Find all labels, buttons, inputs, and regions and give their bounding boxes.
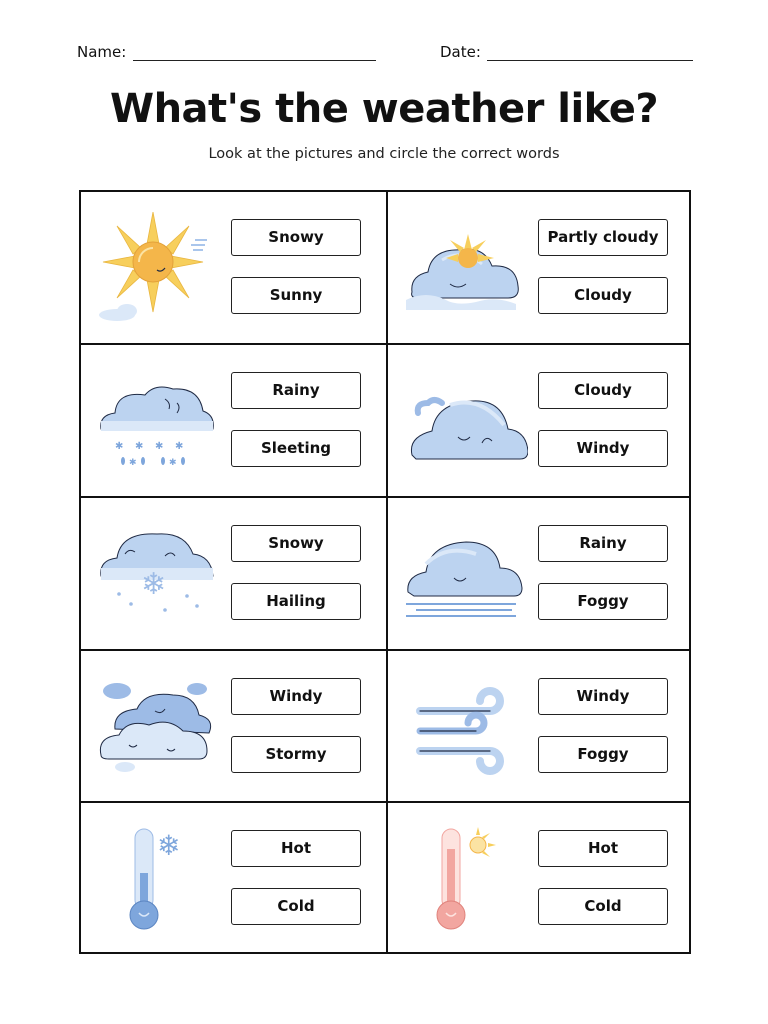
option-partly-cloudy[interactable]: Partly cloudy: [538, 219, 668, 256]
svg-text:✱: ✱: [169, 458, 177, 468]
cell-cloudy: [388, 345, 693, 497]
storm-clouds-icon: [95, 671, 221, 781]
name-field-line[interactable]: [133, 60, 376, 61]
svg-text:✱: ✱: [155, 441, 164, 452]
svg-text:✱: ✱: [115, 441, 124, 452]
option-rainy[interactable]: Rainy: [538, 525, 668, 562]
option-sleeting[interactable]: Sleeting: [231, 430, 361, 467]
svg-text:❄: ❄: [157, 829, 181, 862]
option-snowy[interactable]: Snowy: [231, 219, 361, 256]
snow-cloud-icon: [95, 518, 221, 628]
option-cloudy[interactable]: Cloudy: [538, 277, 668, 314]
sun-icon: [95, 212, 221, 322]
cell-sleeting: [81, 345, 386, 497]
cloud-icon: [402, 365, 528, 475]
option-hot[interactable]: Hot: [231, 830, 361, 867]
cell-sun: [81, 192, 386, 344]
cell-cold: [81, 803, 386, 955]
date-label: Date:: [440, 43, 481, 61]
option-cold[interactable]: Cold: [538, 888, 668, 925]
option-stormy[interactable]: Stormy: [231, 736, 361, 773]
fog-cloud-icon: [402, 518, 528, 628]
option-windy[interactable]: Windy: [231, 678, 361, 715]
option-foggy[interactable]: Foggy: [538, 583, 668, 620]
svg-text:✱: ✱: [175, 441, 184, 452]
page-title: What's the weather like?: [109, 86, 659, 132]
option-hailing[interactable]: Hailing: [231, 583, 361, 620]
option-hot[interactable]: Hot: [538, 830, 668, 867]
sleet-cloud-icon: [95, 365, 221, 475]
option-snowy[interactable]: Snowy: [231, 525, 361, 562]
date-field-line[interactable]: [487, 60, 693, 61]
option-foggy[interactable]: Foggy: [538, 736, 668, 773]
name-label: Name:: [77, 43, 127, 61]
option-windy[interactable]: Windy: [538, 430, 668, 467]
hot-thermometer-icon: [402, 823, 528, 933]
svg-text:✱: ✱: [135, 441, 144, 452]
page-subtitle: Look at the pictures and circle the correct words: [208, 146, 560, 162]
partly-cloudy-icon: [402, 212, 528, 322]
cold-thermometer-icon: [95, 823, 221, 933]
cell-stormy: [81, 651, 386, 803]
option-cold[interactable]: Cold: [231, 888, 361, 925]
cell-snowy: [81, 498, 386, 650]
option-cloudy[interactable]: Cloudy: [538, 372, 668, 409]
cell-foggy: [388, 498, 693, 650]
option-rainy[interactable]: Rainy: [231, 372, 361, 409]
option-sunny[interactable]: Sunny: [231, 277, 361, 314]
cell-hot: [388, 803, 693, 955]
cell-windy: [388, 651, 693, 803]
option-windy[interactable]: Windy: [538, 678, 668, 715]
wind-icon: [402, 671, 528, 781]
svg-text:✱: ✱: [129, 458, 137, 468]
worksheet-grid: [79, 190, 691, 954]
header-fields: [0, 42, 768, 66]
svg-text:❄: ❄: [141, 567, 167, 602]
cell-partly-cloudy: [388, 192, 693, 344]
